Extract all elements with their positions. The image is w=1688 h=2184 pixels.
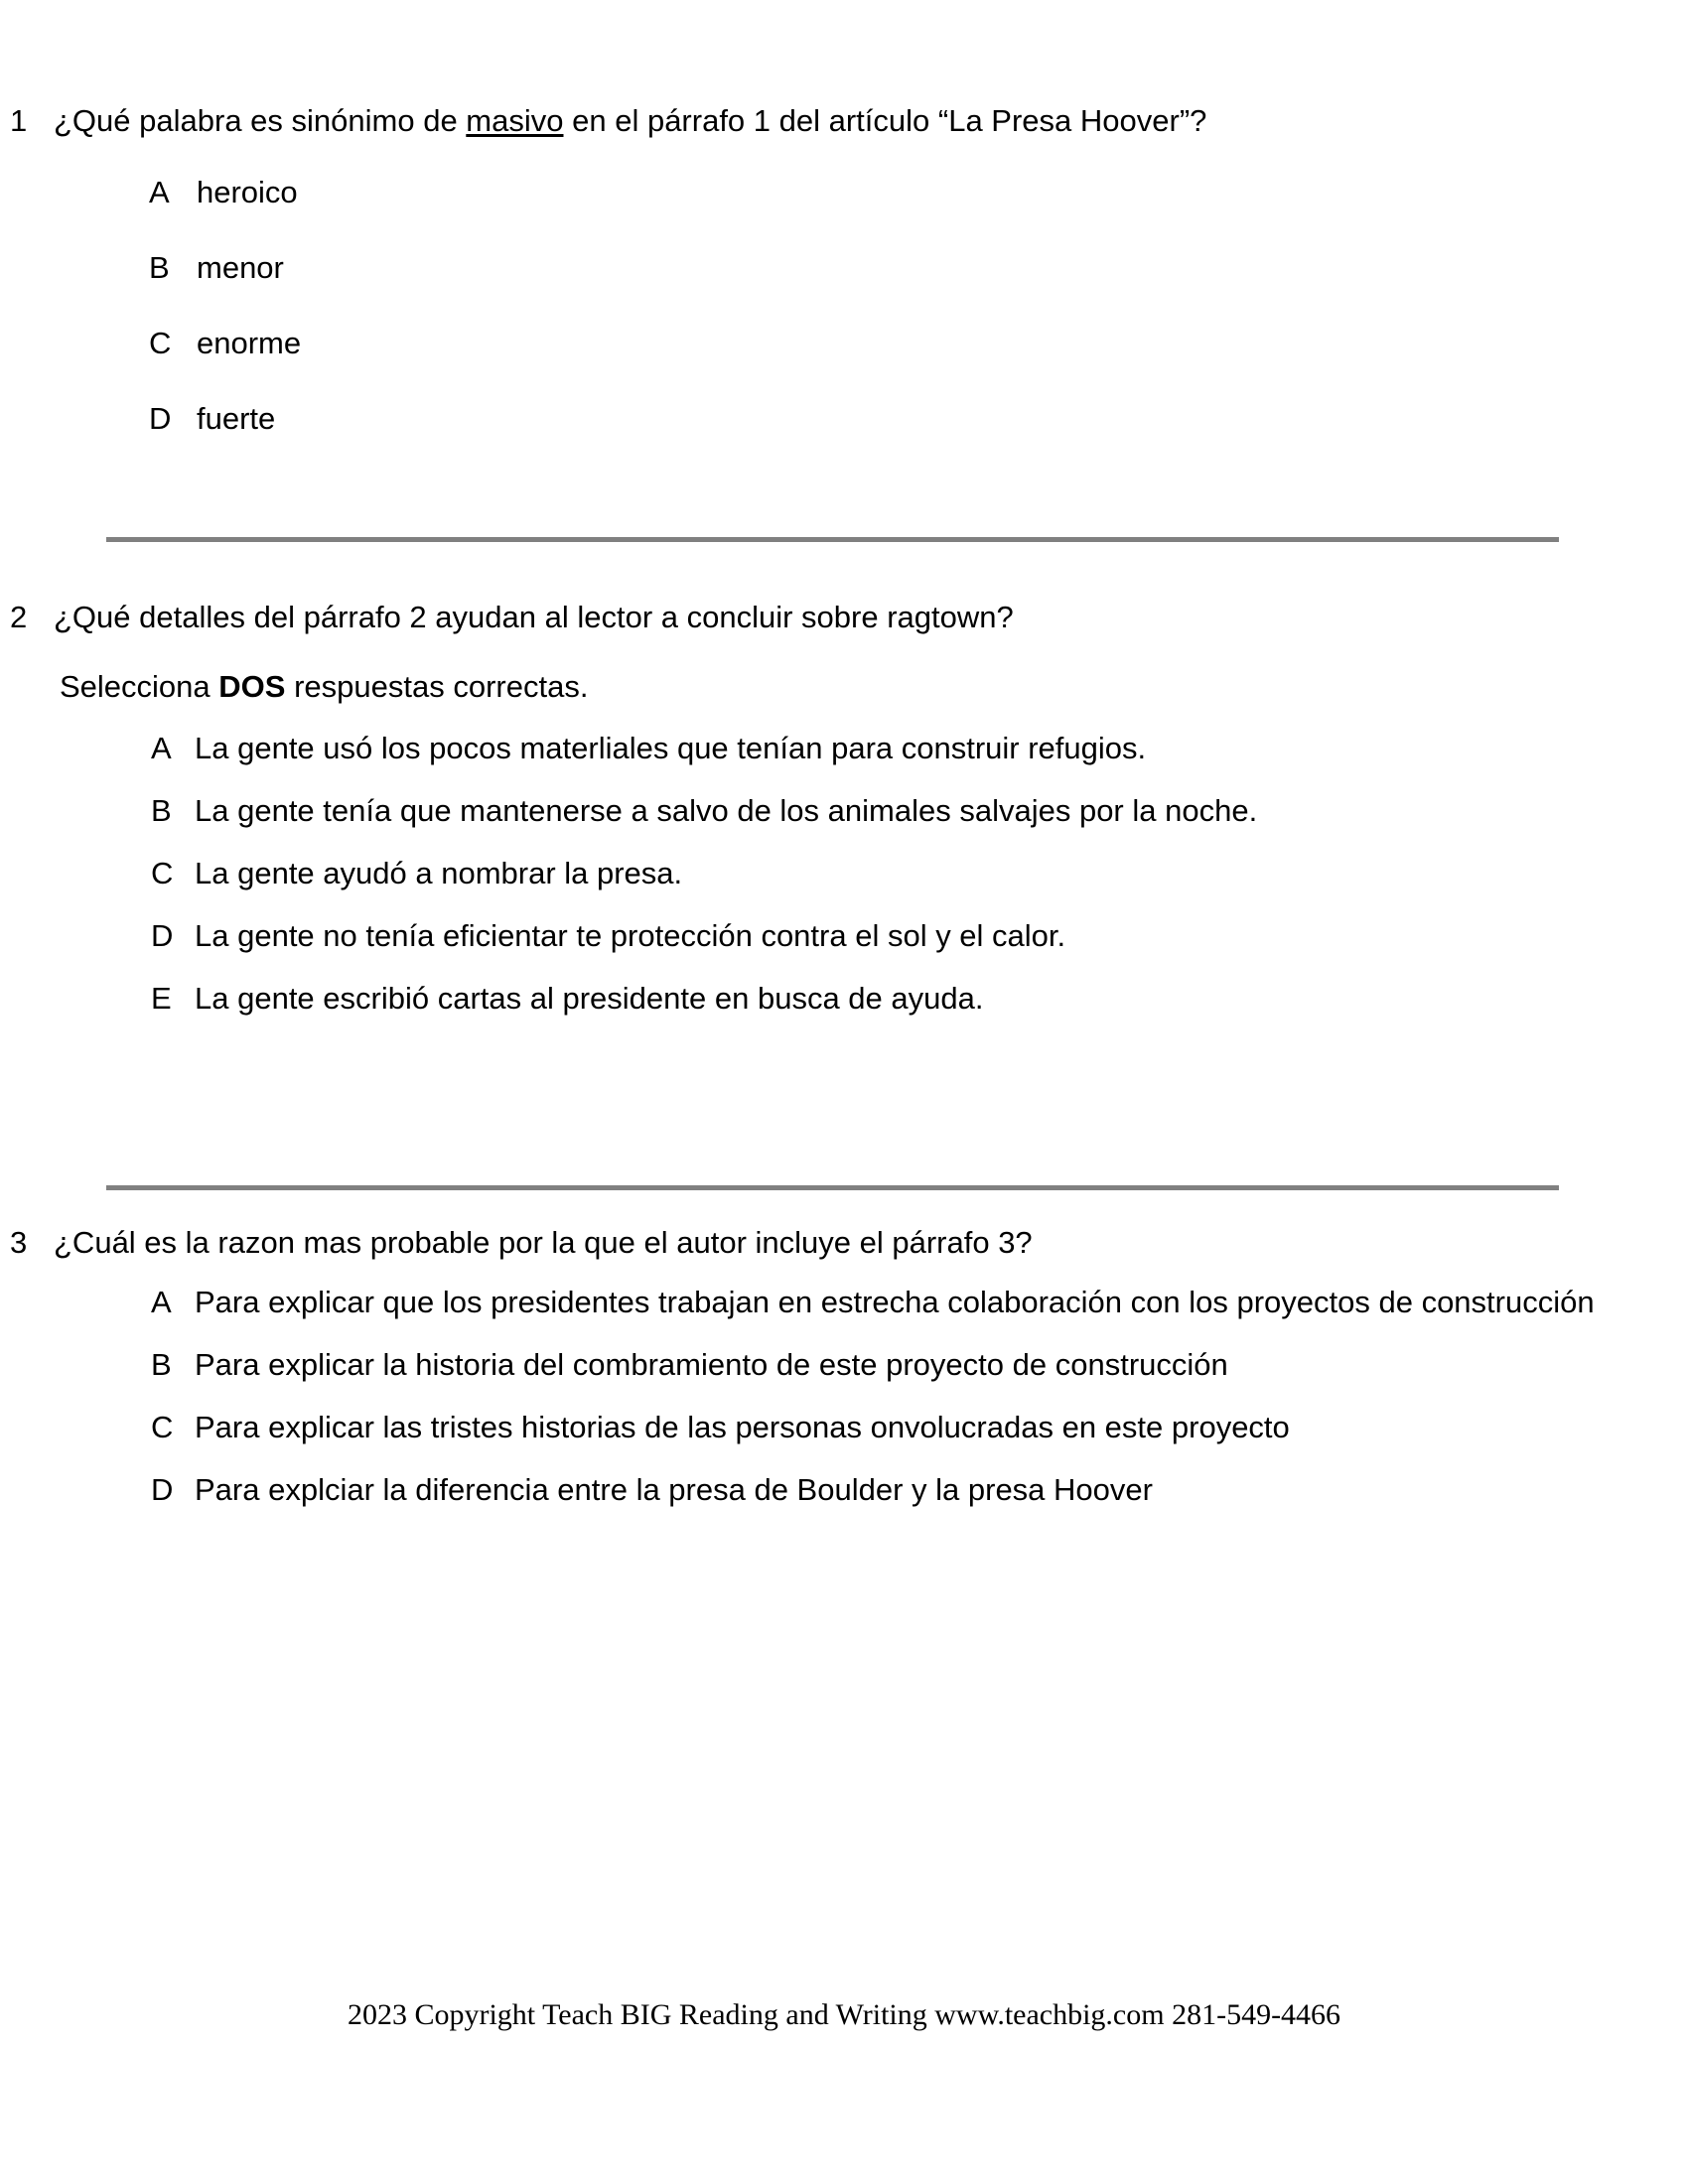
question-2-stem-row	[0, 596, 1688, 639]
question-2-options	[151, 727, 1688, 1020]
option-row[interactable]	[151, 1343, 1688, 1386]
question-3-stem-row	[0, 1221, 1688, 1265]
option-row[interactable]	[151, 1406, 1688, 1448]
question-3-number: 3	[10, 1225, 28, 1260]
option-letter: B	[151, 1347, 172, 1382]
option-letter: B	[151, 793, 172, 828]
option-row[interactable]	[151, 914, 1688, 957]
question-2-instruction	[54, 665, 1688, 709]
instruction-part-1: Selecciona	[60, 669, 219, 704]
section-divider-2-wrapper	[0, 1185, 1688, 1190]
section-divider	[106, 1185, 1559, 1190]
question-3-stem: ¿Cuál es la razon mas probable por la que el autor incluye el párrafo 3?	[54, 1225, 1033, 1260]
option-row[interactable]	[149, 171, 1688, 213]
question-block-3	[0, 1221, 1688, 1531]
instruction-part-2: respuestas correctas.	[285, 669, 589, 704]
option-text: menor	[197, 250, 284, 285]
option-text: La gente ayudó a nombrar la presa.	[195, 856, 683, 890]
option-row[interactable]	[151, 789, 1688, 832]
page-footer: 2023 Copyright Teach BIG Reading and Writing www.teachbig.com 281-549-4466	[347, 1998, 1341, 2031]
question-1-stem-part-2: en el párrafo 1 del artículo “La Presa Hoover”?	[563, 103, 1207, 138]
question-block-1	[0, 99, 1688, 473]
option-text: fuerte	[197, 401, 276, 436]
option-letter: C	[149, 326, 172, 360]
option-letter: C	[151, 856, 174, 890]
question-1-stem-underlined-word: masivo	[466, 103, 564, 138]
option-letter: A	[151, 731, 172, 765]
option-letter: A	[149, 175, 170, 209]
option-row[interactable]	[151, 977, 1688, 1020]
question-1-stem-part-1: ¿Qué palabra es sinónimo de	[54, 103, 467, 138]
question-3-options	[151, 1281, 1688, 1511]
question-1-number: 1	[10, 103, 28, 138]
question-1-stem	[48, 99, 1688, 143]
option-row[interactable]	[149, 246, 1688, 289]
option-text: La gente no tenía eficientar te protección contra el sol y el calor.	[195, 918, 1066, 953]
option-row[interactable]	[151, 852, 1688, 894]
option-row[interactable]	[149, 397, 1688, 440]
section-divider	[106, 537, 1559, 542]
option-row[interactable]	[151, 1281, 1688, 1323]
option-text: Para explicar que los presidentes trabajan en estrecha colaboración con los proyectos de construcción	[195, 1285, 1595, 1319]
question-2-stem: ¿Qué detalles del párrafo 2 ayudan al lector a concluir sobre ragtown?	[54, 600, 1014, 634]
option-letter: A	[151, 1285, 172, 1319]
section-divider-1-wrapper	[0, 537, 1688, 542]
option-letter: D	[149, 401, 172, 436]
option-row[interactable]	[151, 727, 1688, 769]
option-text: La gente escribió cartas al presidente en busca de ayuda.	[195, 981, 984, 1016]
option-letter: B	[149, 250, 170, 285]
option-text: heroico	[197, 175, 298, 209]
question-1-options	[149, 171, 1688, 440]
option-text: enorme	[197, 326, 302, 360]
option-letter: D	[151, 1472, 174, 1507]
option-text: Para explicar la historia del combramiento de este proyecto de construcción	[195, 1347, 1228, 1382]
option-letter: E	[151, 981, 172, 1016]
option-text: Para explicar las tristes historias de las personas onvolucradas en este proyecto	[195, 1410, 1290, 1444]
option-row[interactable]	[149, 322, 1688, 364]
question-1-stem-row	[0, 99, 1688, 143]
question-block-2	[0, 596, 1688, 1039]
question-2-number: 2	[10, 600, 28, 634]
option-text: La gente usó los pocos materliales que tenían para construir refugios.	[195, 731, 1147, 765]
option-letter: C	[151, 1410, 174, 1444]
option-row[interactable]	[151, 1468, 1688, 1511]
instruction-emphasis: DOS	[218, 669, 286, 704]
option-text: La gente tenía que mantenerse a salvo de los animales salvajes por la noche.	[195, 793, 1258, 828]
option-letter: D	[151, 918, 174, 953]
option-text: Para explciar la diferencia entre la presa de Boulder y la presa Hoover	[195, 1472, 1153, 1507]
